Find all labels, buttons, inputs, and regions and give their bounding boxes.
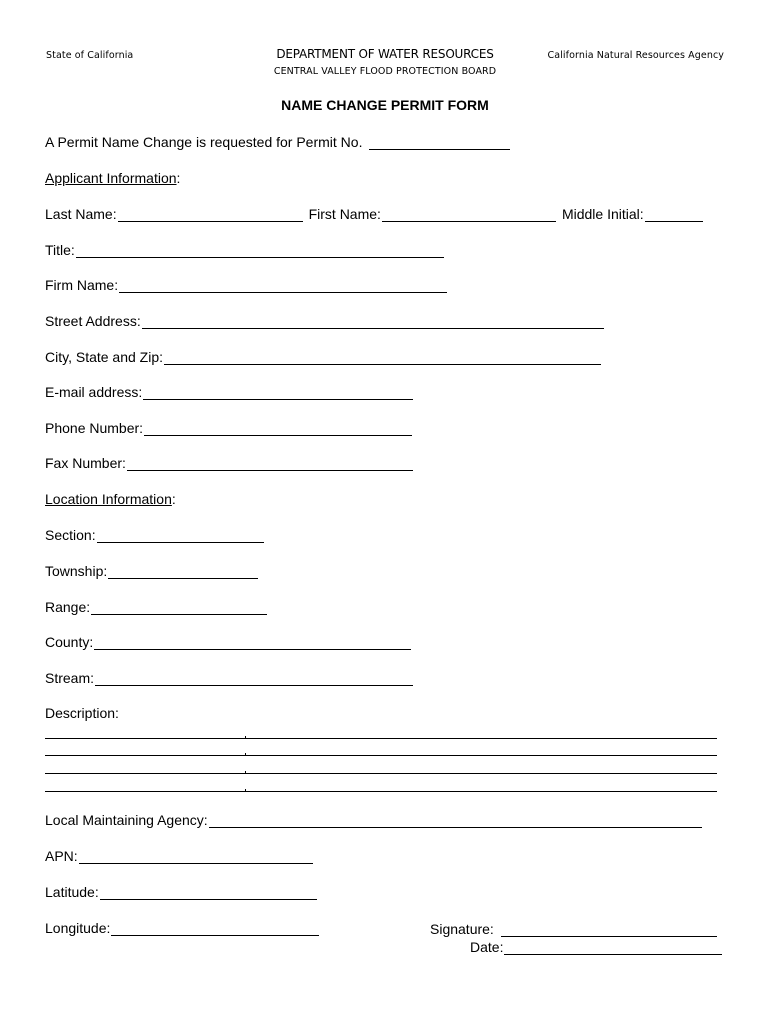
name-row (45, 206, 703, 222)
first-name-field[interactable] (382, 207, 556, 222)
apn-label: APN: (45, 848, 78, 864)
county-field[interactable] (94, 635, 411, 650)
section-row (45, 527, 264, 543)
section-field[interactable] (97, 528, 264, 543)
range-row (45, 599, 267, 615)
agency-label: Local Maintaining Agency: (45, 812, 208, 828)
date-label: Date: (470, 939, 504, 955)
applicant-section-heading: Applicant Information : (45, 170, 181, 186)
fax-label: Fax Number: (45, 455, 126, 471)
city-field[interactable] (164, 350, 601, 365)
county-label: County: (45, 634, 94, 650)
signature-label: Signature: (430, 921, 494, 937)
email-field[interactable] (143, 385, 413, 400)
date-row (430, 937, 722, 955)
agency-row (45, 812, 702, 828)
stream-label: Stream: (45, 670, 95, 686)
header-agency: California Natural Resources Agency (547, 50, 724, 61)
permit-number-field[interactable] (369, 135, 510, 150)
location-section-label: Location Information (45, 491, 172, 507)
permit-number-label: A Permit Name Change is requested for Permit No. (45, 134, 363, 150)
township-field[interactable] (108, 564, 258, 579)
range-field[interactable] (91, 600, 267, 615)
date-field[interactable] (504, 940, 722, 955)
applicant-section-label: Applicant Information (45, 170, 177, 186)
township-label: Township: (45, 563, 108, 579)
email-row (45, 384, 413, 400)
street-row (45, 313, 604, 329)
apn-field[interactable] (79, 849, 313, 864)
apn-row (45, 848, 313, 864)
middle-initial-label: Middle Initial: (561, 206, 644, 222)
description-line (45, 738, 717, 739)
description-label: Description: (45, 705, 119, 721)
description-field[interactable] (45, 722, 717, 794)
location-section-heading: Location Information : (45, 491, 176, 507)
city-label: City, State and Zip: (45, 349, 164, 365)
middle-initial-field[interactable] (645, 207, 703, 222)
description-row (45, 705, 119, 721)
header-department: DEPARTMENT OF WATER RESOURCES (276, 47, 494, 61)
longitude-label: Longitude: (45, 920, 111, 936)
longitude-row (45, 920, 319, 936)
description-line (45, 791, 717, 792)
title-field[interactable] (76, 243, 444, 258)
range-label: Range: (45, 599, 91, 615)
title-label: Title: (45, 242, 75, 258)
firm-row (45, 277, 447, 293)
description-line (45, 773, 717, 774)
county-row (45, 634, 411, 650)
form-title: NAME CHANGE PERMIT FORM (281, 97, 489, 113)
firm-field[interactable] (119, 278, 447, 293)
longitude-field[interactable] (111, 921, 319, 936)
last-name-field[interactable] (118, 207, 303, 222)
agency-field[interactable] (209, 813, 702, 828)
firm-label: Firm Name: (45, 277, 119, 293)
header-state: State of California (46, 50, 134, 61)
fax-row (45, 455, 413, 471)
description-line (45, 755, 717, 756)
first-name-label: First Name: (308, 206, 381, 222)
email-label: E-mail address: (45, 384, 143, 400)
permit-number-row (45, 134, 510, 150)
phone-label: Phone Number: (45, 420, 144, 436)
latitude-field[interactable] (100, 885, 317, 900)
header-board: CENTRAL VALLEY FLOOD PROTECTION BOARD (273, 66, 497, 77)
latitude-label: Latitude: (45, 884, 99, 900)
stream-row (45, 670, 413, 686)
latitude-row (45, 884, 317, 900)
city-row (45, 349, 601, 365)
fax-field[interactable] (127, 456, 413, 471)
street-label: Street Address: (45, 313, 141, 329)
stream-field[interactable] (95, 671, 413, 686)
last-name-label: Last Name: (45, 206, 117, 222)
street-field[interactable] (142, 314, 604, 329)
signature-block (430, 919, 722, 955)
phone-row (45, 420, 412, 436)
title-row (45, 242, 444, 258)
township-row (45, 563, 258, 579)
signature-row (430, 919, 722, 937)
section-label: Section: (45, 527, 96, 543)
signature-field[interactable] (501, 922, 717, 937)
phone-field[interactable] (144, 421, 412, 436)
